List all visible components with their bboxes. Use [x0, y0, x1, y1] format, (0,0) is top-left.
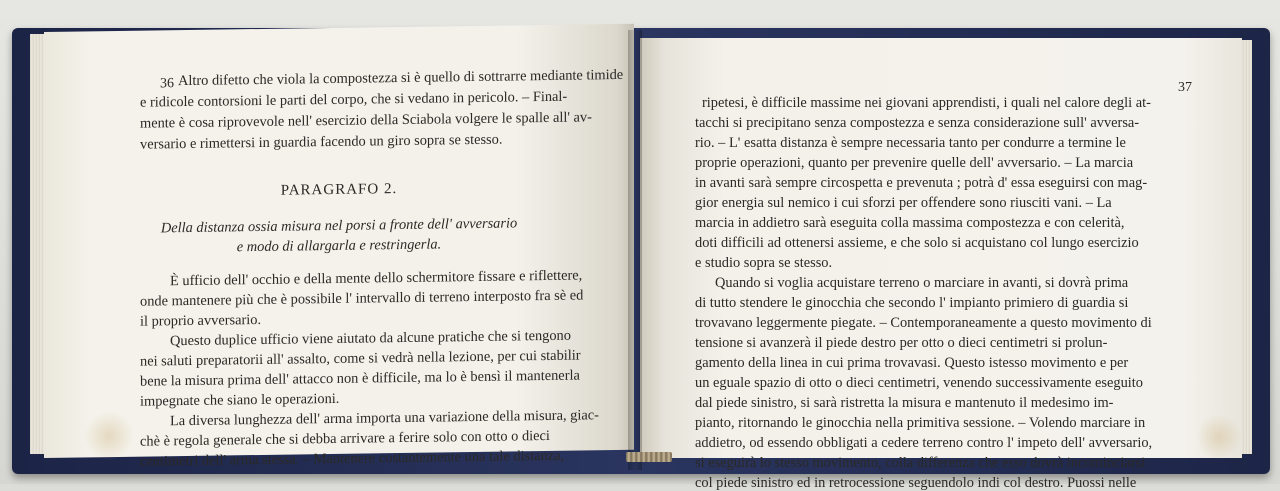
- text-line: di tutto stendere le ginocchia che secondo l' impianto primiero di guardia si: [695, 295, 1129, 311]
- text-line: Quando si voglia acquistare terreno o marciare in avanti, si dovrà prima: [715, 275, 1129, 291]
- text-line: e ridicole contorsioni le parti del corpo, che si vedano in pericolo. – Final-: [140, 88, 568, 111]
- text-line: ripetesi, è difficile massime nei giovani apprendisti, i quali nel calore degli at-: [702, 95, 1151, 111]
- text-line: È ufficio dell' occhio e della mente dello schermitore fissare e riflettere,: [170, 267, 583, 290]
- text-line: dal piede sinistro, si sarà ristretta la misura e mantenuto il medesimo im-: [695, 395, 1114, 411]
- text-line: Altro difetto che viola la compostezza si è quello di sottrarre mediante timide: [178, 66, 624, 90]
- left-page: [44, 24, 634, 470]
- foxing-stain: [1196, 414, 1242, 460]
- text-line: trovavano leggermente piegate. – Contemporaneamente a questo movimento di: [695, 315, 1152, 331]
- book-headband: [626, 452, 672, 462]
- text-line: bene la misura prima dell' attacco non è difficile, ma lo è bensì il mantenerla: [140, 367, 580, 390]
- text-line: nei saluti preparatorii all' assalto, come si vedrà nella lezione, per cui stabilir: [140, 347, 581, 370]
- text-line: in avanti sarà sempre circospetta e prevenuta ; potrà d' essa eseguirsi con mag-: [695, 175, 1148, 191]
- text-line: gamento della linea in cui prima trovavasi. Questo istesso movimento e per: [695, 355, 1129, 371]
- text-line: pianto, ritornando le ginocchia nella primitiva sessione. – Volendo marciare in: [695, 415, 1146, 431]
- text-line: versario e rimettersi in guardia facendo un giro sopra se stesso.: [140, 131, 503, 153]
- section-subtitle: Della distanza ossia misura nel porsi a fronte dell' avversario: [160, 215, 518, 237]
- text-line: tacchi si precipitano senza compostezza e senza considerazione sull' avversa-: [695, 115, 1140, 131]
- text-line: e studio sopra se stesso.: [695, 255, 833, 271]
- page-block-left: [30, 34, 44, 454]
- text-line: addietro, od essendo obbligati a cedere terreno contro l' impeto dell' avversario,: [695, 435, 1153, 451]
- page-number-left: 36: [160, 76, 174, 92]
- text-line: chè è regola generale che si debba arrivare a ferire solo con otto o dieci: [140, 427, 550, 450]
- text-line: onde mantenere più che è possibile l' intervallo di terreno interposto fra sè ed: [140, 287, 584, 310]
- text-line: marcia in addietro sarà eseguita colla massima compostezza e con celerità,: [695, 215, 1125, 231]
- text-line: La diversa lunghezza dell' arma importa una variazione della misura, giac-: [170, 407, 599, 430]
- text-line: impegnate che siano le operazioni.: [140, 390, 340, 410]
- text-line: gior energia sul nemico i cui sforzi per offendere sono riusciti vani. – La: [695, 195, 1112, 211]
- text-line: rio. – L' esatta distanza è sempre necessaria tanto per condurre a termine le: [695, 135, 1126, 151]
- book-gutter: [628, 30, 642, 470]
- text-line: proprie operazioni, quanto per prevenire quelle dell' avversario. – La marcia: [695, 155, 1134, 171]
- section-subtitle: e modo di allargarla e restringerla.: [236, 236, 442, 256]
- text-line: un eguale spazio di otto o dieci centimetri, venendo successivamente eseguito: [695, 375, 1143, 391]
- text-line: Questo duplice ufficio viene aiutato da alcune pratiche che si tengono: [170, 327, 571, 350]
- text-line: il proprio avversario.: [140, 311, 262, 330]
- text-line: si eseguirà lo stesso movimento, colla differenza che esso dovrà incominciarsi: [695, 455, 1146, 471]
- text-line: tensione si avanzerà il piede destro per otto o dieci centimetri si prolun-: [695, 335, 1108, 351]
- page-number-right: 37: [1178, 80, 1192, 95]
- text-line: doti difficili ad ottenersi assieme, e che solo si acquistano col lungo esercizio: [695, 235, 1139, 251]
- section-heading: PARAGRAFO 2.: [280, 181, 398, 199]
- text-line: col piede sinistro ed in retrocessione seguendolo indi col destro. Puossi nelle: [695, 475, 1137, 491]
- text-line: centimetri dell' arma stessa. – Mantenere costantemente una tale distanza,: [140, 447, 565, 470]
- right-page: [640, 38, 1242, 491]
- text-line: mente è cosa riprovevole nell' esercizio della Sciabola volgere le spalle all' av-: [140, 109, 592, 132]
- foxing-stain: [84, 411, 134, 462]
